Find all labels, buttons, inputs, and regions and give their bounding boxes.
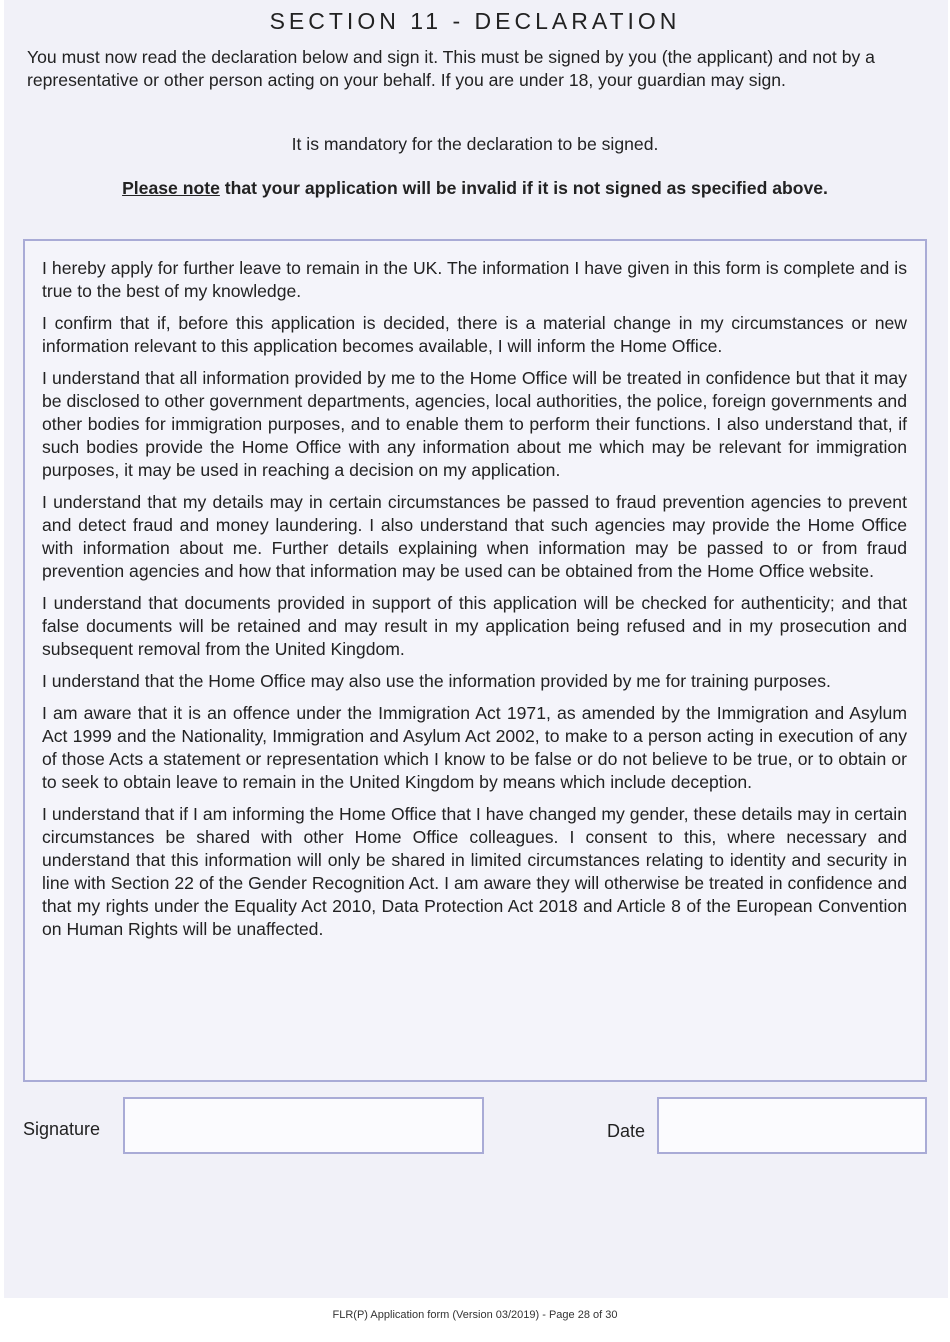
declaration-paragraph: I understand that all information provided by me to the Home Office will be treated in confidence but that it may be disclosed to other government departments, agencies, local authorities, the police, foreign governments and other bodies for immigration purposes, and to enable them to perform their functions. I also understand that, if such bodies provide the Home Office with any information about me which may be relevant for immigration purposes, it may be used in reaching a decision on my application. (42, 368, 907, 480)
signature-label: Signature (23, 1119, 101, 1139)
date-label: Date (607, 1121, 646, 1141)
page-footer: FLR(P) Application form (Version 03/2019) - Page 28 of 30 (332, 1309, 618, 1321)
validity-note (0, 178, 950, 199)
declaration-box (23, 239, 927, 1082)
note-lead: Please note (122, 178, 220, 198)
declaration-paragraph: I understand that my details may in certain circumstances be passed to fraud prevention agencies to prevent and detect fraud and money laundering. I also understand that such agencies may provide the Home Office with information about me. Further details explaining when information may be passed to or from fraud prevention agencies and how that information may be used can be obtained from the Home Office website. (42, 492, 907, 581)
declaration-paragraph: I understand that documents provided in support of this application will be checked for authenticity; and that false documents will be retained and may result in my application being refused and in my prosecution and subsequent removal from the United Kingdom. (42, 593, 907, 659)
declaration-paragraph: I am aware that it is an offence under the Immigration Act 1971, as amended by the Immigration and Asylum Act 1999 and the Nationality, Immigration and Asylum Act 2002, to make to a person acting in execution of any of those Acts a statement or representation which I know to be false or do not believe to be true, or to obtain or to seek to obtain leave to remain in the United Kingdom by means which include deception. (42, 703, 907, 792)
declaration-paragraph: I hereby apply for further leave to remain in the UK. The information I have given in this form is complete and is true to the best of my knowledge. (42, 258, 907, 301)
declaration-paragraph: I understand that the Home Office may also use the information provided by me for training purposes. (42, 671, 831, 691)
declaration-paragraph: I understand that if I am informing the Home Office that I have changed my gender, these details may in certain circumstances be shared with other Home Office colleagues. I consent to this, where necessary and understand that this information will only be shared in limited circumstances relating to identity and security in line with Section 22 of the Gender Recognition Act. I am aware they will otherwise be treated in confidence and that my rights under the Equality Act 2010, Data Protection Act 2018 and Article 8 of the European Convention on Human Rights will be unaffected. (42, 804, 907, 939)
date-field[interactable] (657, 1097, 927, 1154)
signature-field[interactable] (123, 1097, 484, 1154)
section-title: SECTION 11 - DECLARATION (269, 8, 681, 34)
note-rest: that your application will be invalid if it is not signed as specified above. (219, 178, 828, 198)
mandatory-notice: It is mandatory for the declaration to be signed. (291, 134, 659, 154)
intro-text: You must now read the declaration below and sign it. This must be signed by you (the applicant) and not by a representative or other person acting on your behalf. If you are under 18, your guardian may sign. (27, 47, 875, 90)
declaration-paragraph: I confirm that if, before this application is decided, there is a material change in my circumstances or new information relevant to this application becomes available, I will inform the Home Office. (42, 313, 907, 356)
